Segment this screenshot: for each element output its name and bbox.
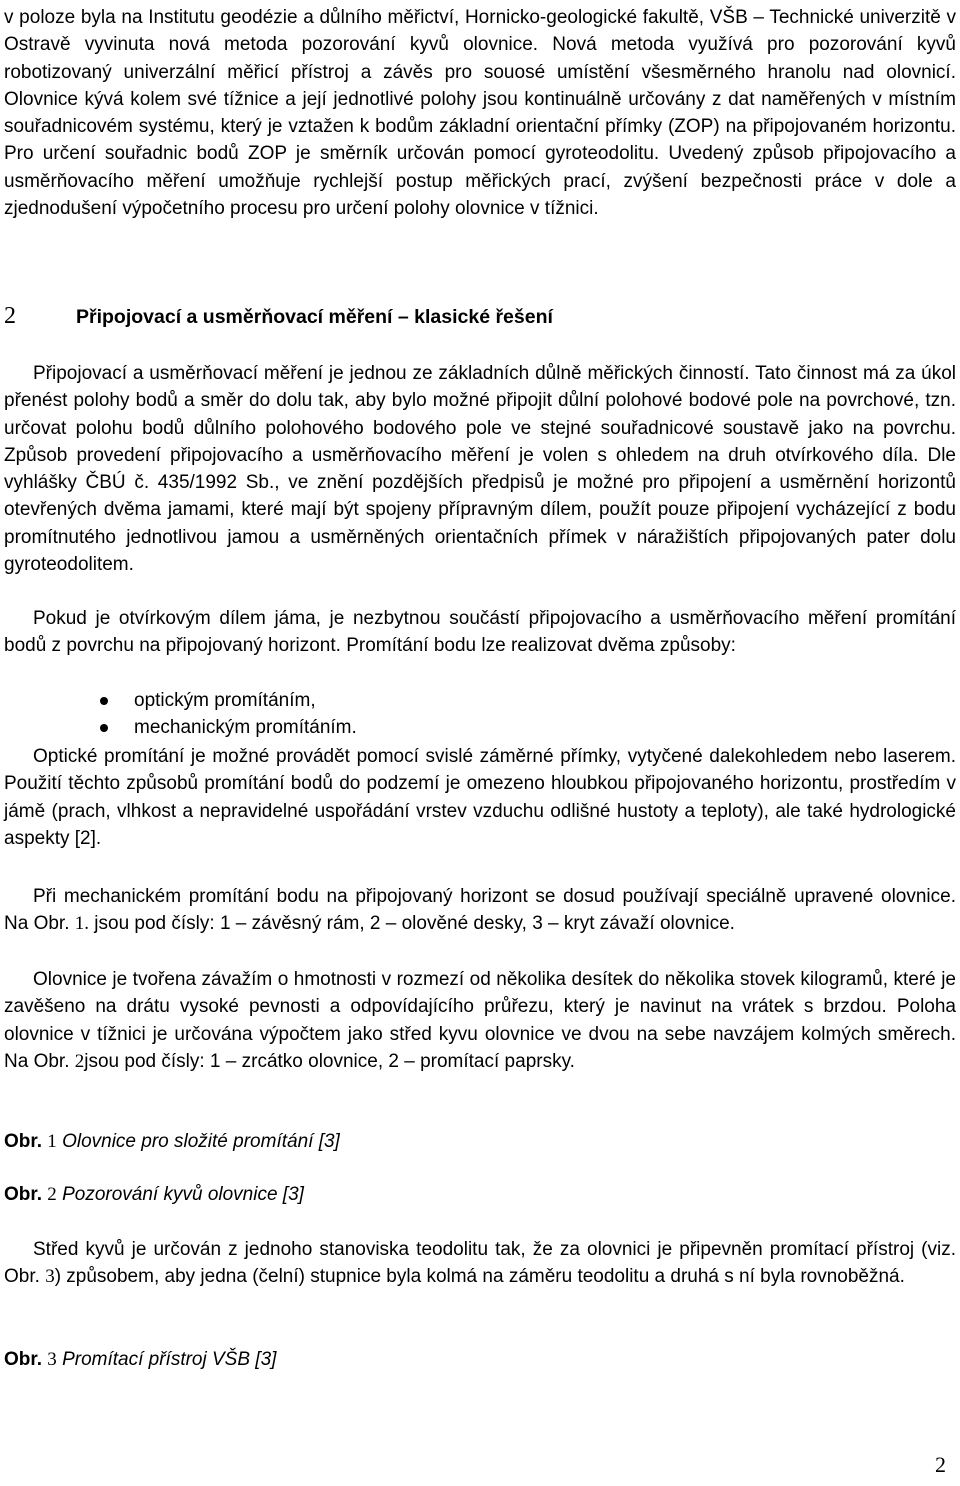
page-number: 2 [935,1452,946,1477]
figure-caption-1: Obr. 1 Olovnice pro složité promítání [3] [4,1131,340,1152]
paragraph-optical-projection: Optické promítání je možné provádět pomocí svislé záměrné přímky, vytyčené dalekohledem nebo laserem. Použití těchto způsobů promítání bodů do podzemí je omezeno hloubkou připojovaného horizontu, prostředím v jámě (prach, vlhkost a nepravidelné uspořádání vrstev vzduchu odlišné hustoty a teploty), ale také hydrologické aspekty [2]. [4,746,956,849]
paragraph-shaft-projection: Pokud je otvírkovým dílem jáma, je nezbytnou součástí připojovacího a usměrňovacího měření promítání bodů z povrchu na připojovaný horizont. Promítání bodu lze realizovat dvěma způsoby: [4,608,956,657]
bullet-icon [100,724,108,732]
list-item: optickým promítáním, [100,687,357,714]
paragraph-mechanical-projection: Při mechanickém promítání bodu na připojovaný horizont se dosud používají speciálně upravené olovnice. Na Obr. 1. jsou pod čísly: 1 – závěsný rám, 2 – olověné desky, 3 – kryt závaží olovnice. [4,886,956,935]
section-number: 2 [4,303,16,329]
projection-methods-list [100,687,357,742]
paragraph-intro: v poloze byla na Institutu geodézie a důlního měřictví, Hornicko-geologické fakultě, VŠB – Technické univerzitě v Ostravě vyvinuta nová metoda pozorování kyvů olovnice. Nová metoda využívá pro pozorování kyvů robotizovaný univerzální měřicí přístroj a závěs pro souosé umístění všesměrného hranolu nad olovnicí. Olovnice kývá kolem své tížnice a její jednotlivé polohy jsou kontinuálně určovány z dat naměřených v místním souřadnicovém systému, který je vztažen k bodům základní orientační přímky (ZOP) na připojovaném horizontu. Pro určení souřadnic bodů ZOP je směrník určován pomocí gyroteodolitu. Uvedený způsob připojovacího a usměrňovacího měření umožňuje rychlejší postup měřických prací, zvýšení bezpečnosti práce v dole a zjednodušení výpočetního procesu pro určení polohy olovnice v tížnici. [4,7,956,220]
figure-caption-3: Obr. 3 Promítací přístroj VŠB [3] [4,1349,277,1370]
paragraph-swing-center: Střed kyvů je určován z jednoho stanoviska teodolitu tak, že za olovnici je připevněn promítací přístroj (viz. Obr. 3) způsobem, aby jedna (čelní) stupnice byla kolmá na záměru teodolitu a druhá s ní byla rovnoběžná. [4,1239,956,1288]
section-title: Připojovací a usměrňovací měření – klasické řešení [76,306,553,328]
list-item: mechanickým promítáním. [100,714,357,741]
section-heading [4,303,956,331]
paragraph-plumb-bob: Olovnice je tvořena závažím o hmotnosti v rozmezí od několika desítek do několika stovek kilogramů, které je zavěšeno na drátu vysoké pevnosti a odpovídajícího průřezu, který je navinut na vrátek s brzdou. Poloha olovnice v tížnici je určována výpočtem jako střed kyvu olovnice ve dvou na sebe navzájem kolmých směrech. Na Obr. 2jsou pod čísly: 1 – zrcátko olovnice, 2 – promítací paprsky. [4,969,956,1072]
paragraph-connection-measurement: Připojovací a usměrňovací měření je jednou ze základních důlně měřických činností. Tato činnost má za úkol přenést polohy bodů a směr do dolu tak, aby bylo možné připojit důlní polohové bodové pole na povrchové, tzn. určovat polohu bodů důlního polohového bodového pole ve stejné souřadnicové soustavě jako na povrchu. Způsob provedení připojovacího a usměrňovacího měření je volen s ohledem na druh otvírkového díla. Dle vyhlášky ČBÚ č. 435/1992 Sb., ve znění pozdějších předpisů je možné pro připojení a usměrnění horizontů otevřených dvěma jamami, které mají být spojeny přípravným dílem, použít pouze připojení vycházející z bodu promítnutého jednotlivou jamou a usměrněných orientačních přímek v náražištích připojovaných pater dolu gyroteodolitem. [4,363,956,576]
figure-caption-2: Obr. 2 Pozorování kyvů olovnice [3] [4,1184,304,1205]
bullet-icon [100,697,108,705]
